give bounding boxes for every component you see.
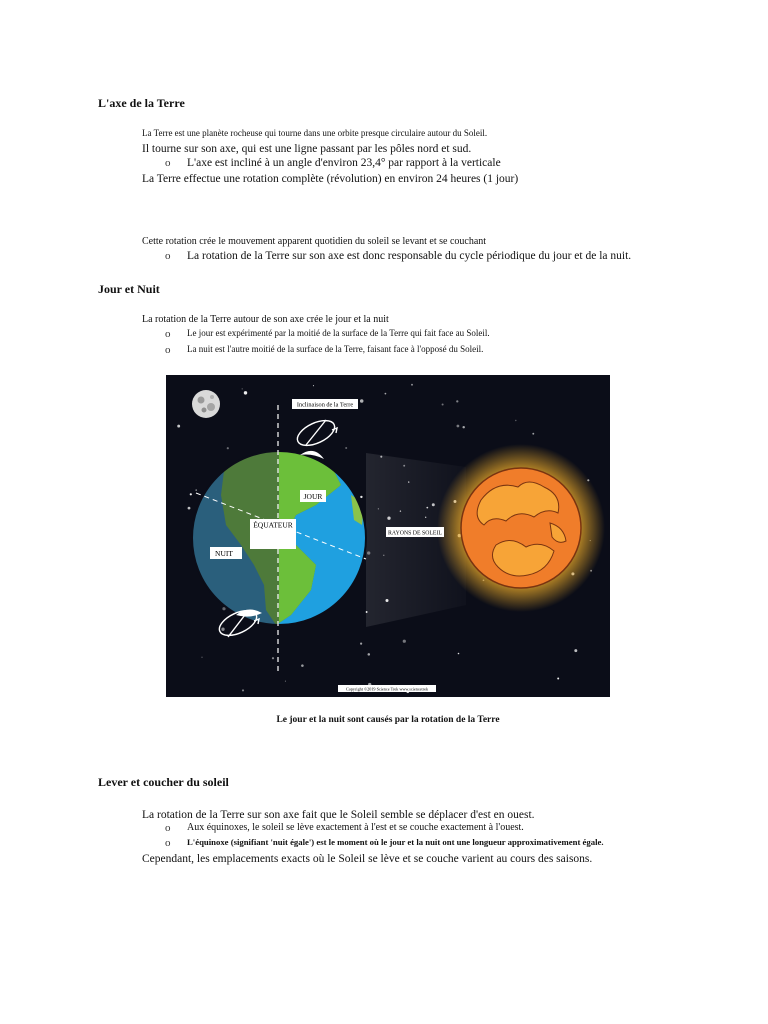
star [227, 447, 229, 449]
star [457, 425, 460, 428]
star [442, 403, 444, 405]
star [360, 496, 362, 498]
list-item-text: La Terre effectue une rotation complète (révolution) en environ 24 heures (1 jour) [142, 173, 519, 185]
star [360, 643, 362, 645]
star [458, 653, 460, 655]
star [385, 393, 387, 395]
list-item-text: L'équinoxe (signifiant 'nuit égale') est le moment où le jour et la nuit ont une longueur approximativement égale. [187, 837, 604, 847]
list-item-text: Cette rotation crée le mouvement apparent quotidien du soleil se levant et se couchant [142, 236, 487, 247]
star [403, 640, 406, 643]
star [345, 447, 347, 449]
star [272, 657, 274, 659]
night-label: NUIT [215, 549, 233, 558]
star [360, 399, 364, 403]
list-item-text: Aux équinoxes, le soleil se lève exactement à l'est et se couche exactement à l'ouest. [187, 822, 524, 833]
star [462, 426, 464, 428]
star [242, 689, 244, 691]
heading-earth-axis: L'axe de la Terre [98, 96, 185, 110]
star [244, 391, 247, 394]
sub-bullet-marker: o [165, 250, 171, 262]
star [177, 425, 180, 428]
list-item-text: L'axe est incliné à un angle d'environ 23,4° par rapport à la verticale [187, 157, 501, 169]
star [368, 653, 371, 656]
list-item-text: La rotation de la Terre autour de son axe crée le jour et la nuit [142, 314, 389, 325]
star [190, 493, 192, 495]
star [221, 628, 224, 631]
star [242, 388, 243, 389]
sun-icon [437, 444, 605, 612]
star [195, 489, 197, 491]
heading-day-night: Jour et Nuit [98, 282, 160, 296]
sub-bullet-marker: o [165, 328, 171, 340]
star [411, 384, 413, 386]
star [301, 664, 304, 667]
day-night-illustration [166, 375, 610, 697]
star [574, 649, 577, 652]
list-item-text: La nuit est l'autre moitié de la surface de la Terre, faisant face à l'opposé du Soleil. [187, 344, 484, 354]
star [515, 420, 516, 421]
day-label: JOUR [303, 492, 323, 501]
star [557, 678, 559, 680]
equator-label: ÉQUATEUR [253, 520, 293, 530]
sub-bullet-marker: o [165, 822, 171, 834]
star [285, 681, 286, 682]
star [456, 400, 458, 402]
heading-sunrise-sunset: Lever et coucher du soleil [98, 775, 229, 789]
figure-caption: Le jour et la nuit sont causés par la rotation de la Terre [276, 715, 500, 725]
list-item-text: Il tourne sur son axe, qui est une ligne passant par les pôles nord et sud. [142, 143, 472, 155]
sun-rays-label: RAYONS DE SOLEIL [388, 530, 442, 537]
star [201, 657, 202, 658]
list-item-text: La rotation de la Terre sur son axe fait que le Soleil semble se déplacer d'est en ouest. [142, 809, 535, 821]
sub-bullet-marker: o [165, 157, 171, 169]
list-item-text: La Terre est une planète rocheuse qui tourne dans une orbite presque circulaire autour du Soleil. [142, 128, 488, 138]
illustration-svg [166, 375, 610, 697]
list-item-text: Le jour est expérimenté par la moitié de la surface de la Terre qui fait face au Soleil. [187, 328, 490, 338]
moon-icon [192, 390, 220, 418]
list-item-text: La rotation de la Terre sur son axe est donc responsable du cycle périodique du jour et de la nuit. [187, 250, 632, 262]
list-item-text: Cependant, les emplacements exacts où le Soleil se lève et se couche varient au cours des saisons. [142, 853, 593, 865]
sub-bullet-marker: o [165, 344, 171, 356]
tilt-label: Inclinaison de la Terre [296, 401, 354, 409]
copyright-text: Copyright ©2019 Science Trek www.sciencetrek [345, 686, 429, 692]
star [532, 433, 534, 435]
sub-bullet-marker: o [165, 837, 171, 849]
star [313, 385, 314, 386]
star [188, 507, 191, 510]
